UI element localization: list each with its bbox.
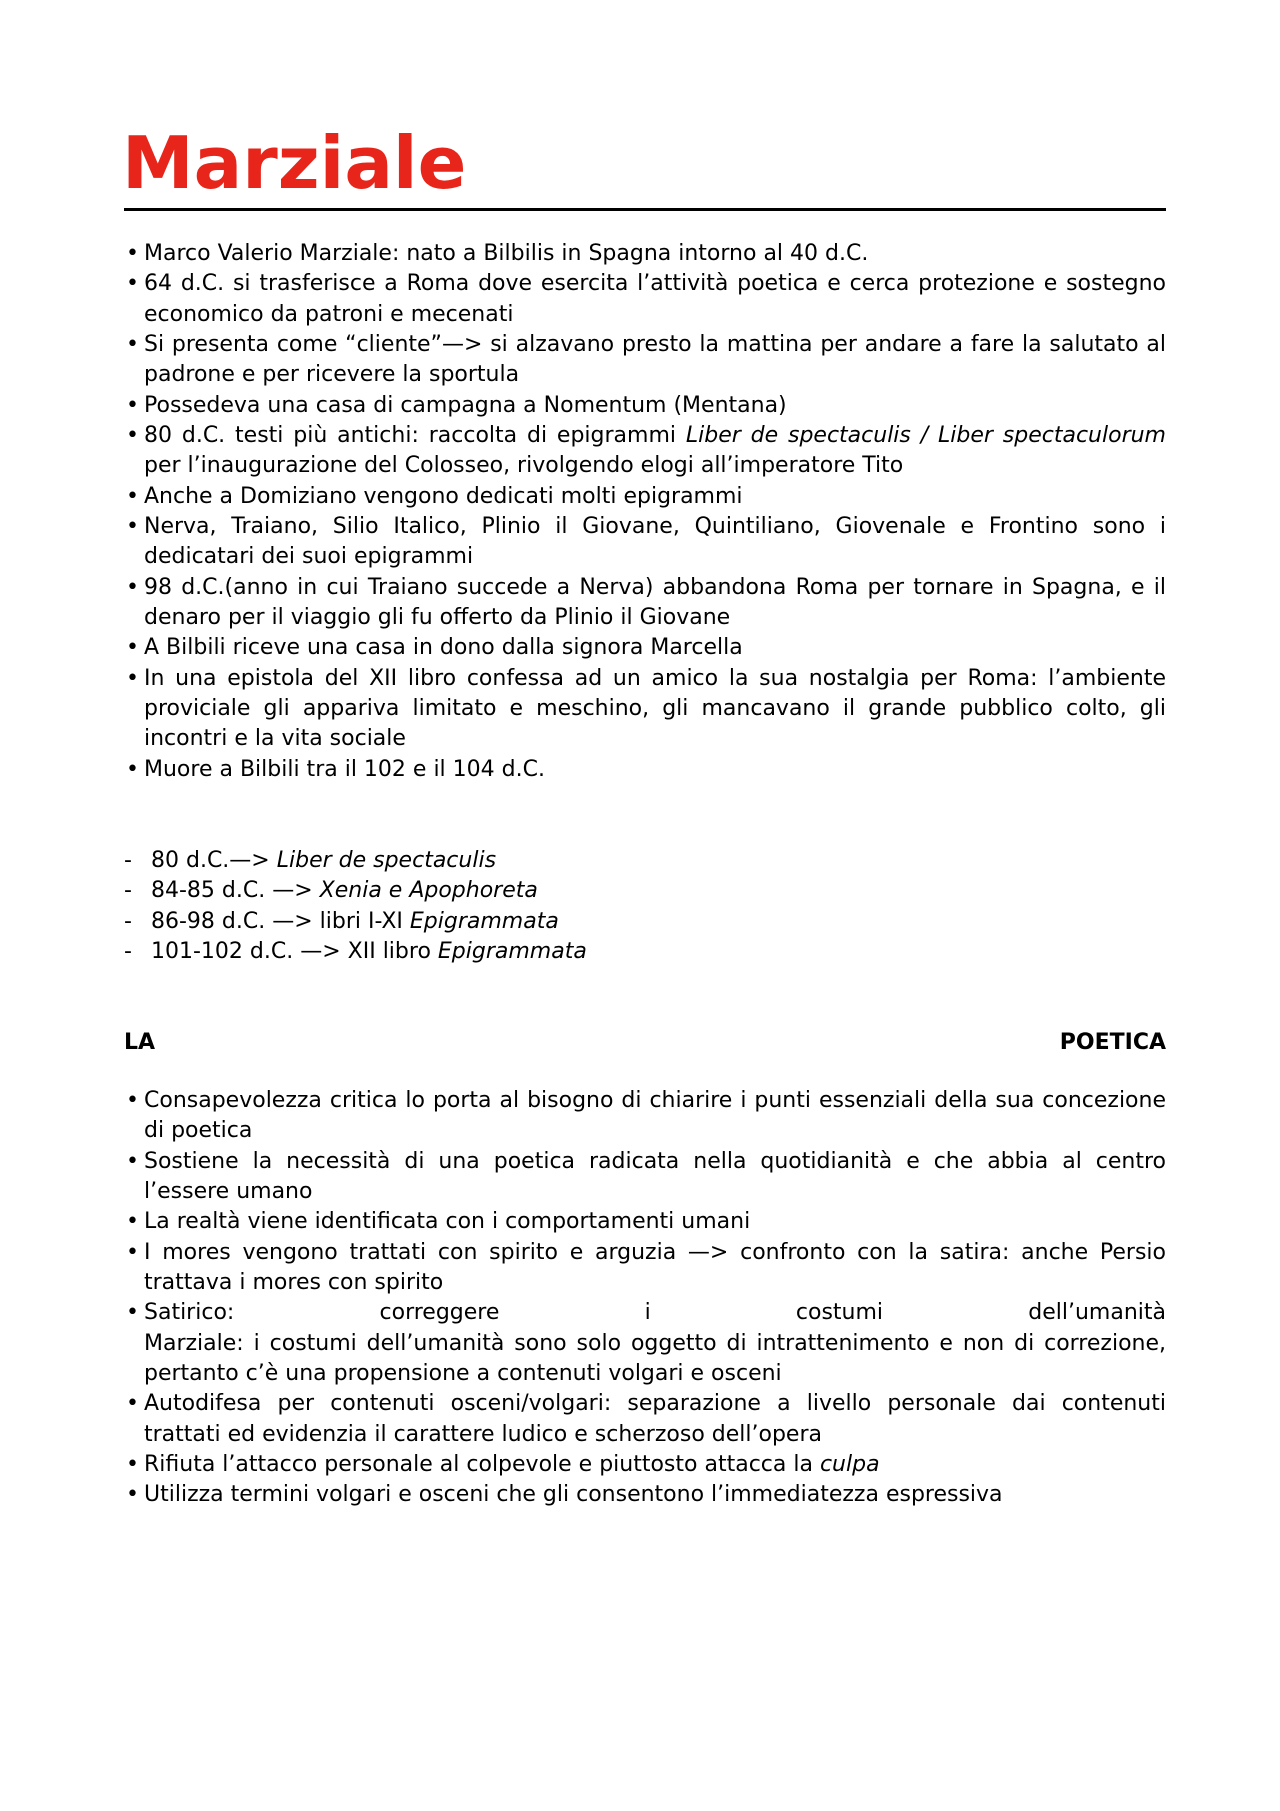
item-text: A Bilbili riceve una casa in dono dalla signora Marcella <box>144 635 743 661</box>
bullet-icon: • <box>126 241 139 266</box>
list-item <box>124 330 1166 391</box>
list-item <box>124 269 1166 330</box>
italic-title-text: Xenia e Apophoreta <box>319 878 538 904</box>
list-item <box>124 1207 1166 1237</box>
bullet-icon: • <box>126 422 139 448</box>
section-heading-poetica <box>124 1028 1166 1058</box>
item-text: Marco Valerio Marziale: nato a Bilbilis in Spagna intorno al 40 d.C. <box>144 241 869 266</box>
list-item <box>124 1147 1166 1208</box>
bullet-icon: • <box>126 331 139 357</box>
bullet-icon: • <box>126 635 139 661</box>
bullet-icon: • <box>126 665 139 691</box>
item-text: 101-102 d.C. —> XII libro <box>151 938 438 964</box>
italic-title-text: Epigrammata <box>437 938 587 964</box>
bullet-icon: • <box>126 1239 139 1265</box>
item-text: per l’inaugurazione del Colosseo, rivolgendo elogi all’imperatore Tito <box>144 453 904 479</box>
item-text: Sostiene la necessità di una poetica radicata nella quotidianità e che abbia al centro l’essere umano <box>144 1148 1166 1204</box>
item-text: 80 d.C.—> <box>151 848 277 873</box>
italic-title-text: Liber de spectaculis <box>276 848 497 873</box>
item-text: Si presenta come “cliente”—> si alzavano presto la mattina per andare a fare la salutato al padrone e per ricevere la sportula <box>144 331 1166 388</box>
bullet-icon: • <box>126 483 139 509</box>
bullet-icon: • <box>126 513 139 539</box>
bullet-icon: • <box>126 1391 139 1417</box>
bullet-icon: • <box>126 392 139 418</box>
item-text: Anche a Domiziano vengono dedicati molti epigrammi <box>144 483 743 509</box>
item-text: Satirico: correggere i costumi dell’umanità <box>144 1300 1166 1326</box>
list-item <box>124 846 1166 876</box>
list-item <box>124 239 1166 269</box>
title-divider <box>124 208 1166 211</box>
list-item <box>124 876 1166 906</box>
item-text: Autodifesa per contenuti osceni/volgari: separazione a livello personale dai contenuti trattati ed evidenzia il carattere ludico e scherzoso dell’opera <box>144 1391 1166 1447</box>
italic-title-text: Liber de spectaculis / Liber spectaculorum <box>685 422 1166 448</box>
item-text: Consapevolezza critica lo porta al bisogno di chiarire i punti essenziali della sua concezione di poetica <box>144 1088 1166 1144</box>
dash-marker: - <box>124 878 132 904</box>
biography-section <box>124 239 1166 785</box>
list-item <box>124 633 1166 663</box>
bullet-icon: • <box>126 574 139 600</box>
item-text: I mores vengono trattati con spirito e arguzia —> confronto con la satira: anche Persio trattava i mores con spirito <box>144 1239 1166 1295</box>
dash-marker: - <box>124 908 132 934</box>
list-item <box>124 1086 1166 1147</box>
list-item <box>124 391 1166 421</box>
item-text: 64 d.C. si trasferisce a Roma dove esercita l’attività poetica e cerca protezione e sostegno economico da patroni e mecenati <box>144 271 1166 327</box>
item-text: 84-85 d.C. —> <box>151 878 320 904</box>
list-item <box>124 1238 1166 1299</box>
heading-left: LA <box>124 1030 156 1055</box>
bullet-icon: • <box>126 1088 139 1113</box>
list-item <box>124 664 1166 755</box>
list-item <box>124 482 1166 512</box>
dash-marker: - <box>124 938 132 964</box>
item-text: Utilizza termini volgari e osceni che gli consentono l’immediatezza espressiva <box>144 1482 1003 1508</box>
item-text: Possedeva una casa di campagna a Nomentum (Mentana) <box>144 392 787 418</box>
poetics-section <box>124 1086 1166 1511</box>
item-text: Muore a Bilbili tra il 102 e il 104 d.C. <box>144 756 545 782</box>
item-text: In una epistola del XII libro confessa ad un amico la sua nostalgia per Roma: l’ambiente proviciale gli appariva limitato e meschino, gli mancavano il grande pubblico colto, gli incontri e la vita sociale <box>144 665 1166 752</box>
item-text: 98 d.C.(anno in cui Traiano succede a Nerva) abbandona Roma per tornare in Spagna, e il denaro per il viaggio gli fu offerto da Plinio il Giovane <box>144 574 1166 630</box>
poetics-list <box>124 1086 1166 1511</box>
item-text: 86-98 d.C. —> libri I-XI <box>151 908 410 934</box>
italic-title-text: Epigrammata <box>409 908 559 934</box>
item-text: Marziale: i costumi dell’umanità sono solo oggetto di intrattenimento e non di correzione, pertanto c’è una propensione a contenuti volgari e osceni <box>144 1330 1166 1386</box>
list-item <box>124 907 1166 937</box>
list-item <box>124 1450 1166 1480</box>
bullet-icon: • <box>126 271 139 297</box>
biography-list <box>124 239 1166 785</box>
bullet-icon: • <box>126 1300 139 1326</box>
list-item <box>124 755 1166 785</box>
list-item <box>124 1480 1166 1510</box>
bullet-icon: • <box>126 1451 139 1477</box>
list-item <box>124 937 1166 967</box>
item-text: 80 d.C. testi più antichi: raccolta di epigrammi <box>144 422 686 448</box>
page-title: Marziale <box>122 121 467 205</box>
list-item <box>124 1298 1166 1389</box>
list-item <box>124 512 1166 573</box>
list-item <box>124 1389 1166 1450</box>
italic-title-text: culpa <box>819 1451 880 1477</box>
item-text: La realtà viene identificata con i comportamenti umani <box>144 1209 751 1235</box>
list-item <box>124 421 1166 482</box>
item-text: Rifiuta l’attacco personale al colpevole e piuttosto attacca la <box>144 1451 820 1477</box>
dash-marker: - <box>124 848 132 873</box>
bullet-icon: • <box>126 756 139 782</box>
bullet-icon: • <box>126 1482 139 1508</box>
works-section <box>124 846 1166 967</box>
list-item <box>124 573 1166 634</box>
heading-right: POETICA <box>1059 1030 1166 1055</box>
works-list <box>124 846 1166 967</box>
bullet-icon: • <box>126 1148 139 1174</box>
item-text: Nerva, Traiano, Silio Italico, Plinio il Giovane, Quintiliano, Giovenale e Frontino sono i dedicatari dei suoi epigrammi <box>144 513 1166 570</box>
bullet-icon: • <box>126 1209 139 1235</box>
